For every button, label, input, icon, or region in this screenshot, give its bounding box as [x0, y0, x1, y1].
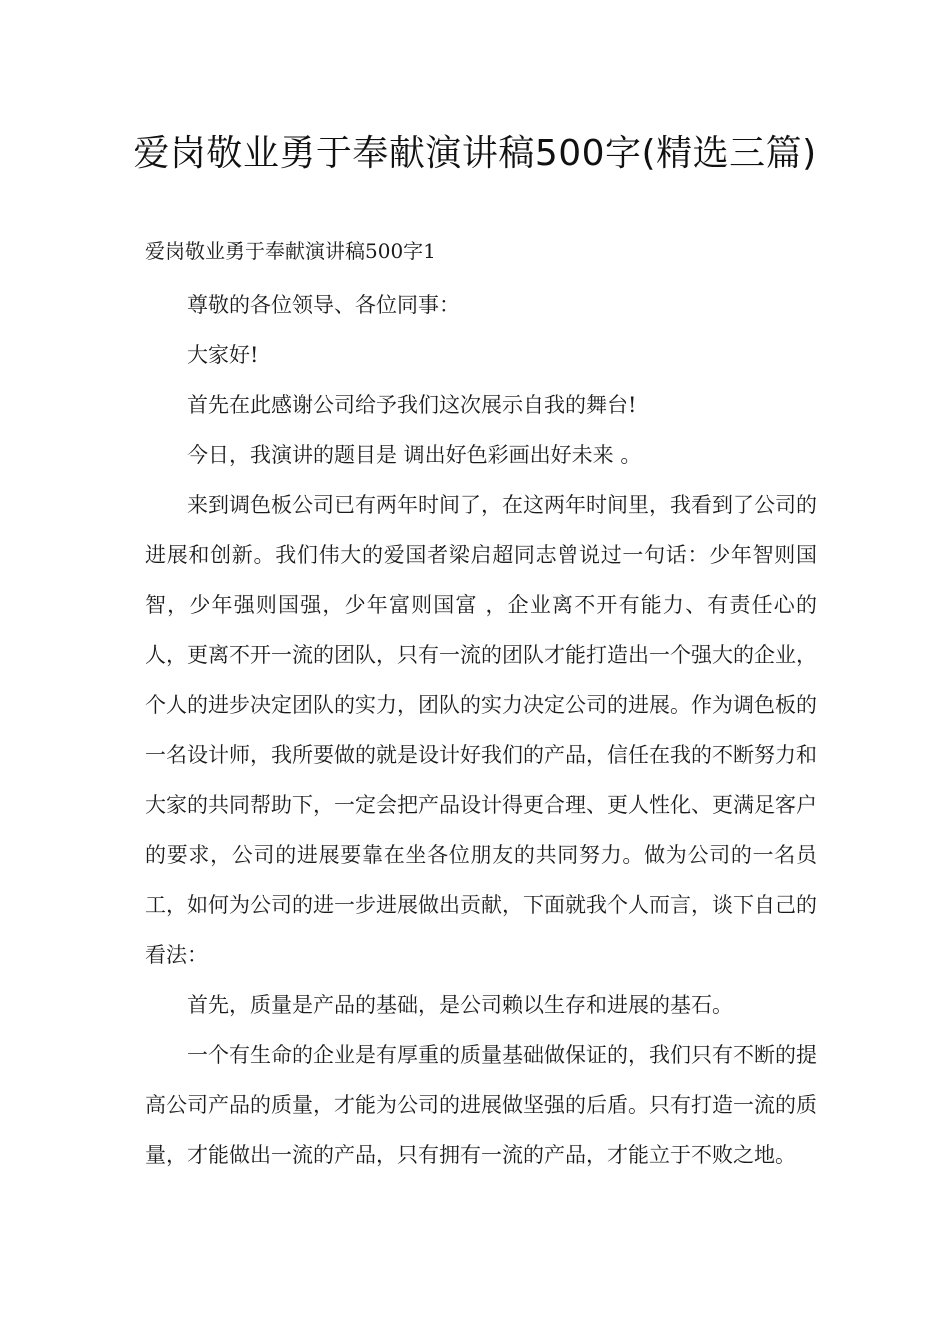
paragraph-topic: 今日，我演讲的题目是 调出好色彩画出好未来 。 — [187, 443, 642, 467]
paragraph-main: 来到调色板公司已有两年时间了，在这两年时间里，我看到了公司的进展和创新。我们伟大的爱国者梁启超同志曾说过一句话：少年智则国智，少年强则国强，少年富则国富 ，企业离不开有能力、有责任心的人，更离不开一流的团队，只有一流的团队才能打造出一个强大的企业，个人的进步决定团队的实力，团队的实力决定公司的进展。作为调色板的一名设计师，我所要做的就是设计好我们的产品，信任在我的不断努力和大家的共同帮助下，一定会把产品设计得更合理、更人性化、更满足客户的要求，公司的进展要靠在坐各位朋友的共同努力。做为公司的一名员工，如何为公司的进一步进展做出贡献，下面就我个人而言，谈下自己的看法： — [145, 493, 817, 967]
paragraph-quality-intro: 首先，质量是产品的基础，是公司赖以生存和进展的基石。 — [187, 993, 733, 1017]
paragraph-quality-detail: 一个有生命的企业是有厚重的质量基础做保证的，我们只有不断的提高公司产品的质量，才能为公司的进展做坚强的后盾。只有打造一流的质量，才能做出一流的产品，只有拥有一流的产品，才能立于不败之地。 — [145, 1043, 817, 1167]
paragraph-greeting: 大家好! — [187, 343, 259, 367]
paragraph-salutation: 尊敬的各位领导、各位同事： — [187, 293, 460, 317]
document-body — [145, 280, 817, 1180]
paragraph-thanks: 首先在此感谢公司给予我们这次展示自我的舞台! — [187, 393, 637, 417]
section-subtitle: 爱岗敬业勇于奉献演讲稿500字1 — [145, 239, 436, 263]
document-title: 爱岗敬业勇于奉献演讲稿500字(精选三篇) — [133, 133, 817, 174]
